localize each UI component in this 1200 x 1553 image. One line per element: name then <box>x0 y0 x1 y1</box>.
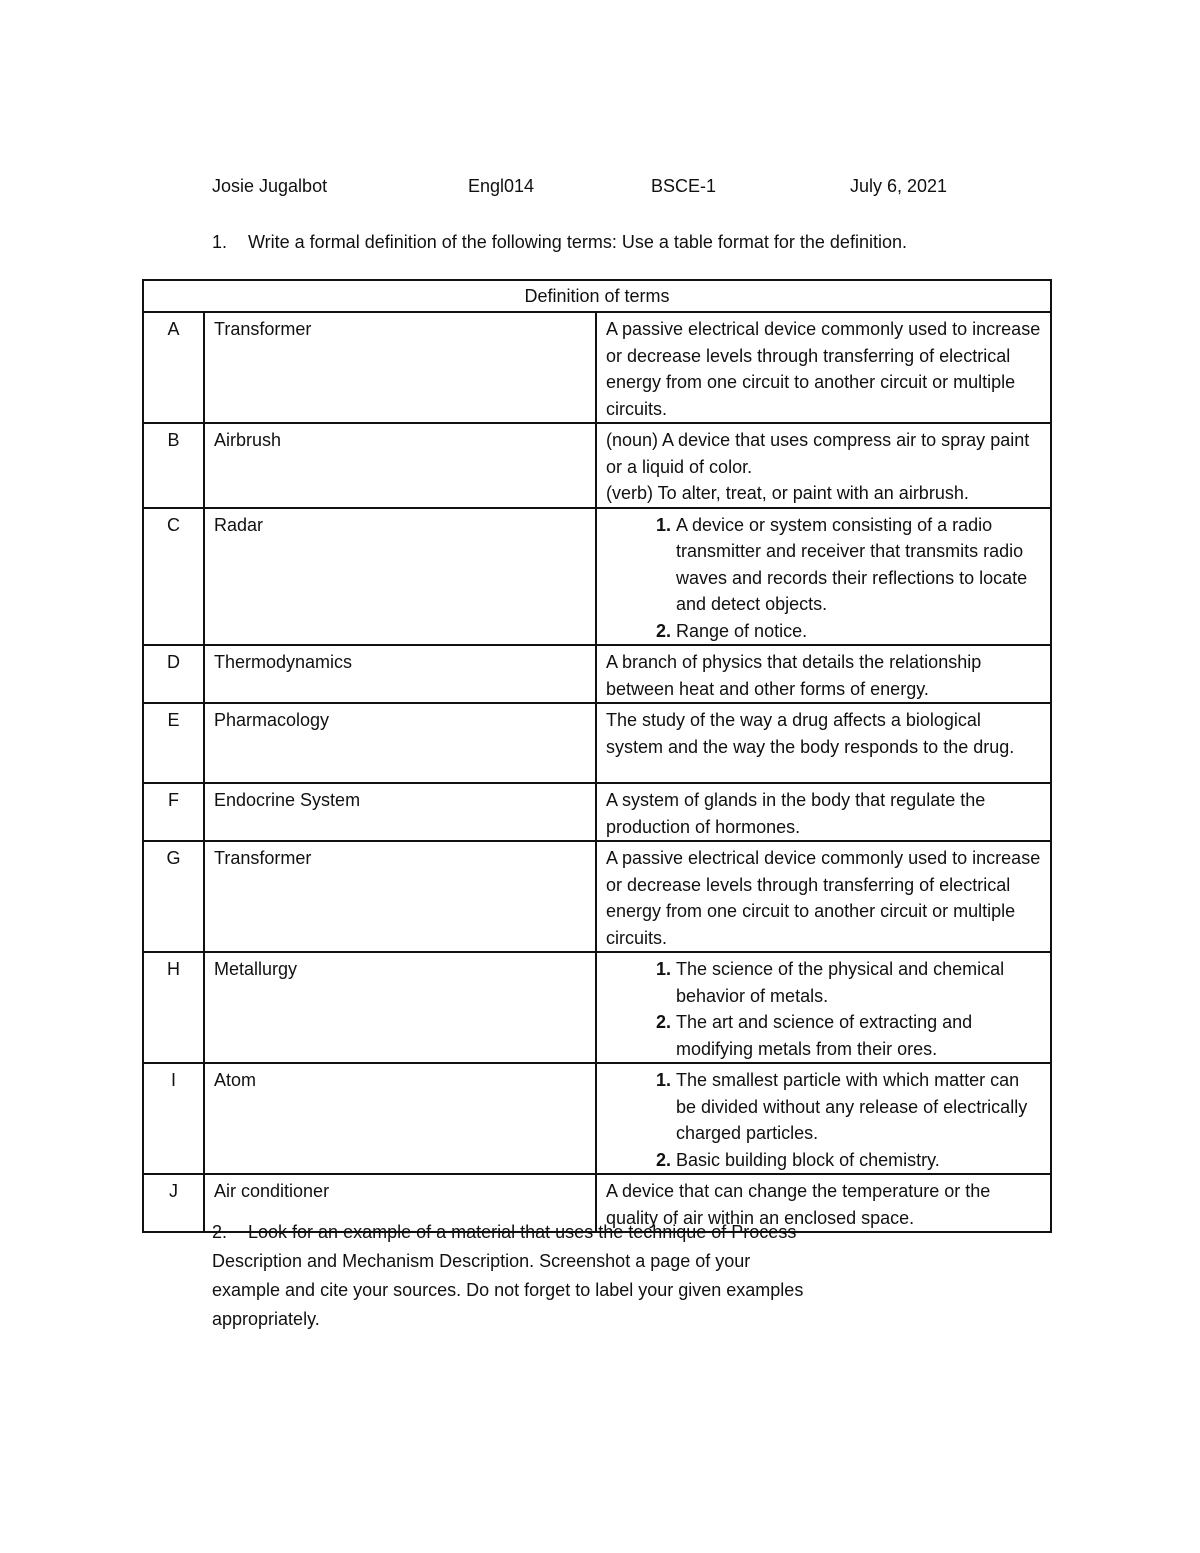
definition-cell: A branch of physics that details the relationship between heat and other forms of energy. <box>596 645 1051 703</box>
section: BSCE-1 <box>651 176 717 196</box>
question-1 <box>212 229 907 255</box>
term-cell: Air conditioner <box>204 1174 596 1232</box>
row-letter: H <box>143 952 204 1063</box>
row-letter: I <box>143 1063 204 1174</box>
table-row <box>143 312 1051 423</box>
definition-list-item: 1. A device or system consisting of a radio transmitter and receiver that transmits radio waves and records their reflections to locate and detect objects. <box>676 512 1041 618</box>
definition-cell: A system of glands in the body that regulate the production of hormones. <box>596 783 1051 841</box>
term-cell: Metallurgy <box>204 952 596 1063</box>
definition-cell: A passive electrical device commonly used to increase or decrease levels through transferring of electrical energy from one circuit to another circuit or multiple circuits. <box>596 841 1051 952</box>
row-letter: G <box>143 841 204 952</box>
table-row <box>143 1063 1051 1174</box>
row-letter: A <box>143 312 204 423</box>
term-cell: Transformer <box>204 312 596 423</box>
definitions-table <box>142 279 1052 1233</box>
definition-cell <box>596 1063 1051 1174</box>
term-cell: Thermodynamics <box>204 645 596 703</box>
definition-list-item: 1. The science of the physical and chemical behavior of metals. <box>676 956 1041 1009</box>
course-code: Engl014 <box>468 176 535 196</box>
table-title: Definition of terms <box>143 280 1051 312</box>
definition-cell: The study of the way a drug affects a biological system and the way the body responds to the drug. <box>596 703 1051 783</box>
term-cell: Airbrush <box>204 423 596 508</box>
table-row <box>143 952 1051 1063</box>
definition-cell <box>596 952 1051 1063</box>
question-number: 2. <box>212 1222 228 1242</box>
question-2 <box>212 1218 812 1334</box>
question-number: 1. <box>212 232 228 252</box>
term-cell: Atom <box>204 1063 596 1174</box>
term-cell: Transformer <box>204 841 596 952</box>
question-text: Look for an example of a material that uses the technique of Process Description and Mechanism Description. Screenshot a page of your example and cite your sources. Do not forget to label your given examples appropriately. <box>212 1222 804 1329</box>
table-title-row <box>143 280 1051 312</box>
date: July 6, 2021 <box>850 176 948 196</box>
term-cell: Radar <box>204 508 596 646</box>
definition-cell: A passive electrical device commonly used to increase or decrease levels through transferring of electrical energy from one circuit to another circuit or multiple circuits. <box>596 312 1051 423</box>
table-row <box>143 703 1051 783</box>
question-text: Write a formal definition of the following terms: Use a table format for the definition. <box>248 232 907 252</box>
student-name: Josie Jugalbot <box>212 176 328 196</box>
definition-list <box>606 512 1041 645</box>
row-letter: D <box>143 645 204 703</box>
table-row <box>143 423 1051 508</box>
definition-line: (noun) A device that uses compress air to spray paint or a liquid of color. <box>606 430 1030 477</box>
document-header <box>0 173 1200 199</box>
definition-cell: A device that can change the temperature or the quality of air within an enclosed space. <box>596 1174 1051 1232</box>
definition-list-item: 2. The art and science of extracting and modifying metals from their ores. <box>676 1009 1041 1062</box>
row-letter: C <box>143 508 204 646</box>
table-row <box>143 645 1051 703</box>
definition-cell <box>596 508 1051 646</box>
table-row <box>143 508 1051 646</box>
definition-list-item: 2. Range of notice. <box>676 618 1041 645</box>
row-letter: B <box>143 423 204 508</box>
row-letter: E <box>143 703 204 783</box>
definition-line: (verb) To alter, treat, or paint with an airbrush. <box>606 483 969 503</box>
term-cell: Endocrine System <box>204 783 596 841</box>
table-row <box>143 783 1051 841</box>
definition-list-item: 2. Basic building block of chemistry. <box>676 1147 1041 1174</box>
definition-list <box>606 1067 1041 1173</box>
row-letter: J <box>143 1174 204 1232</box>
table-row <box>143 841 1051 952</box>
definition-cell <box>596 423 1051 508</box>
definition-list-item: 1. The smallest particle with which matter can be divided without any release of electrically charged particles. <box>676 1067 1041 1147</box>
definition-list <box>606 956 1041 1062</box>
term-cell: Pharmacology <box>204 703 596 783</box>
row-letter: F <box>143 783 204 841</box>
